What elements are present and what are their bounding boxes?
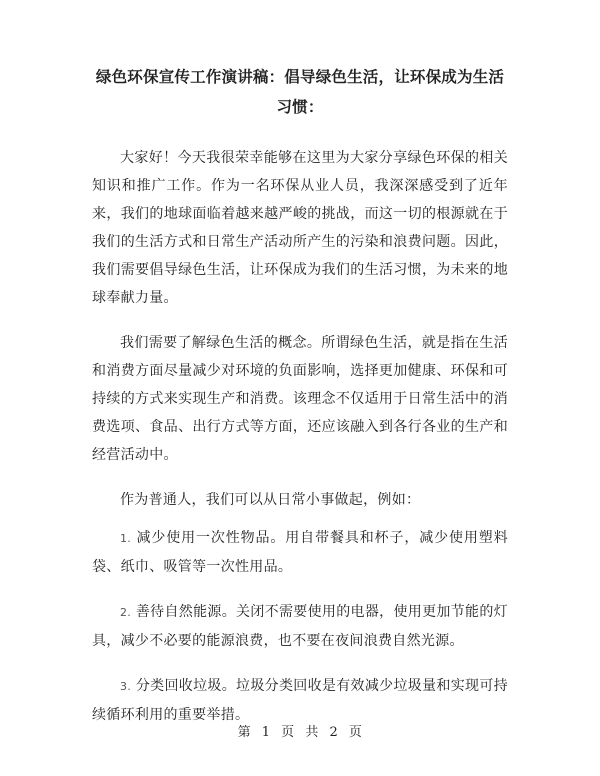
list-item-text: 减少使用一次性物品。用自带餐具和杯子，减少使用塑料袋、纸巾、吸管等一次性用品。 bbox=[92, 530, 508, 575]
list-item bbox=[92, 524, 508, 581]
paragraph-list-lead: 作为普通人，我们可以从日常小事做起，例如： bbox=[120, 492, 421, 508]
footer-label-page: 第 bbox=[237, 725, 252, 740]
list-item-number: 3. bbox=[120, 680, 132, 693]
footer-current-page: 1 bbox=[261, 725, 271, 740]
paragraph-intro: 大家好！今天我很荣幸能够在这里为大家分享绿色环保的相关知识和推广工作。作为一名环保从业人员，我深深感受到了近年来，我们的地球面临着越来越严峻的挑战，而这一切的根源就在于我们的生活方式和日常生产活动所产生的污染和浪费问题。因此，我们需要倡导绿色生活，让环保成为我们的生活习惯，为未来的地球奉献力量。 bbox=[92, 150, 508, 306]
document-title: 绿色环保宣传工作演讲稿：倡导绿色生活，让环保成为生活习惯： bbox=[95, 68, 505, 116]
footer-label-page-unit: 页 bbox=[281, 725, 295, 740]
list-item-number: 2. bbox=[120, 606, 132, 619]
footer-total-pages: 2 bbox=[329, 725, 339, 740]
footer-label-total-unit: 页 bbox=[348, 725, 363, 740]
page-footer bbox=[0, 721, 600, 740]
list-item bbox=[92, 598, 508, 655]
paragraph-concept: 我们需要了解绿色生活的概念。所谓绿色生活，就是指在生活和消费方面尽量减少对环境的负面影响，选择更加健康、环保和可持续的方式来实现生产和消费。该理念不仅适用于日常生活中的消费选项、食品、出行方式等方面，还应该融入到各行各业的生产和经营活动中。 bbox=[92, 335, 508, 463]
list-item-text: 善待自然能源。关闭不需要使用的电器，使用更加节能的灯具，减少不必要的能源浪费，也不要在夜间浪费自然光源。 bbox=[92, 604, 508, 649]
list-item-number: 1. bbox=[120, 532, 132, 545]
list-item-text: 分类回收垃圾。垃圾分类回收是有效减少垃圾量和实现可持续循环利用的重要举措。 bbox=[92, 678, 508, 723]
footer-label-total: 共 bbox=[305, 725, 319, 740]
